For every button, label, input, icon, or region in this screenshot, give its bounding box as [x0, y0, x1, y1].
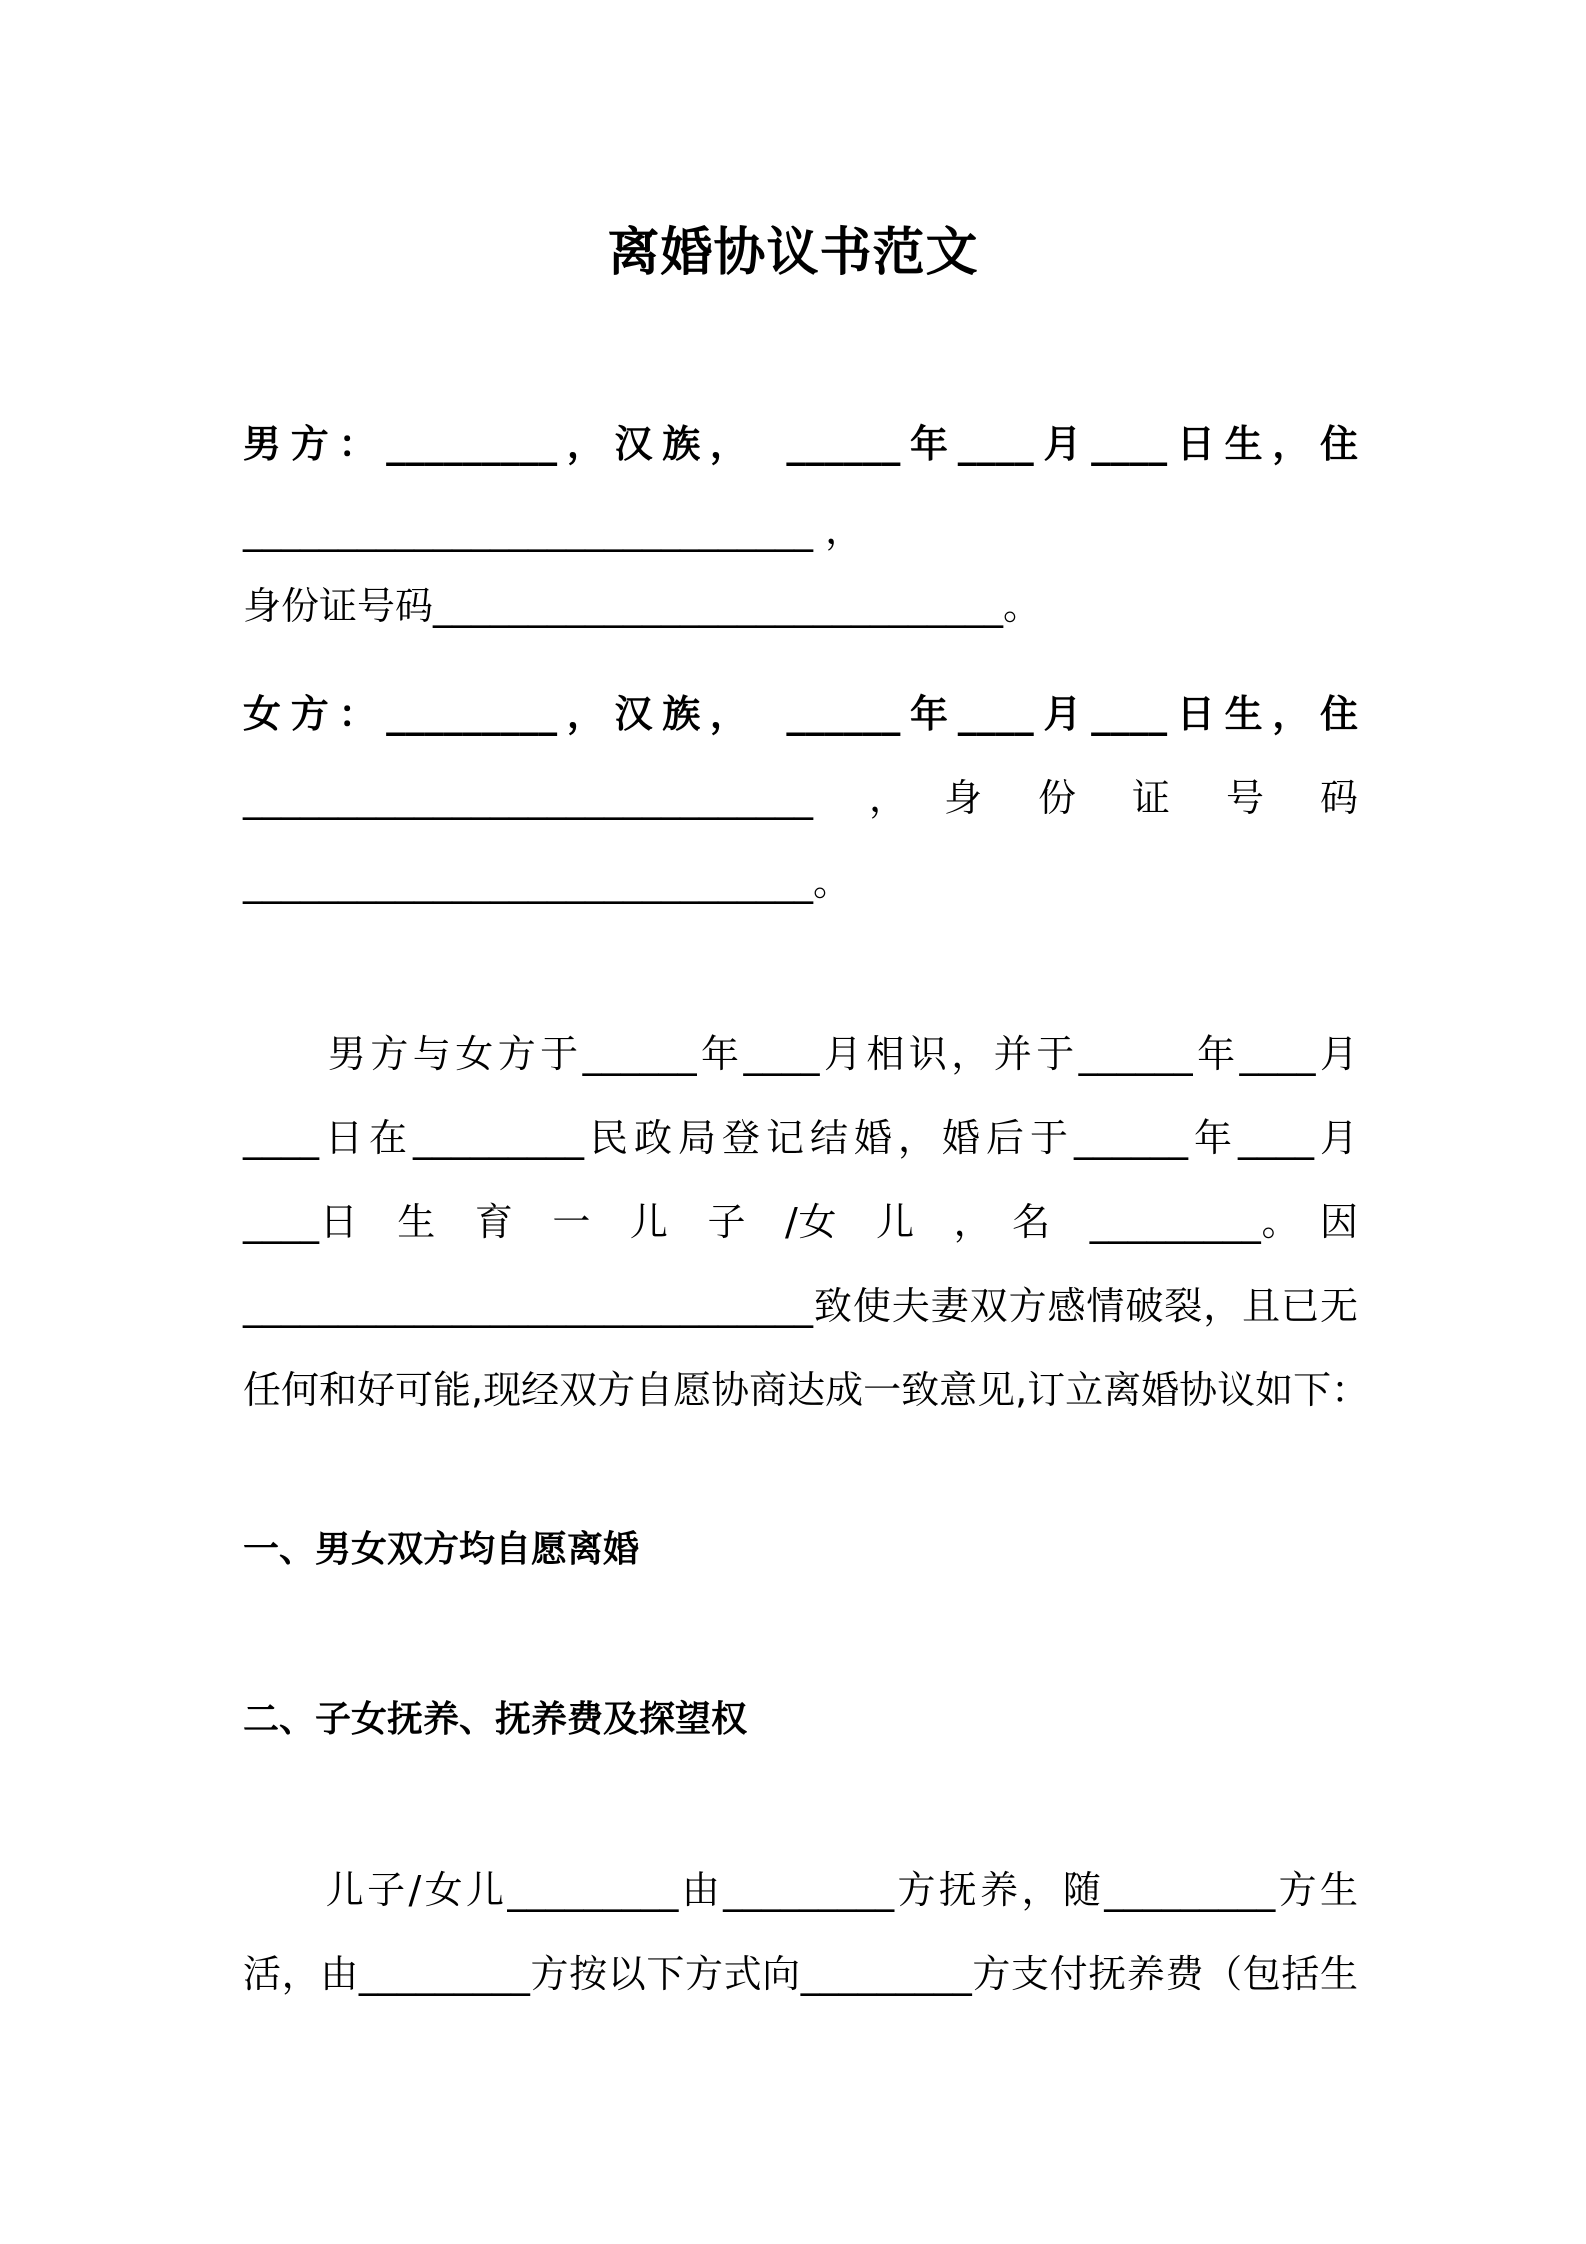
child-paragraph-line-1: 儿子/女儿_________由_________方抚养，随_________方生 — [243, 1868, 1358, 1912]
document-title: 离婚协议书范文 — [607, 223, 979, 283]
female-party-line-2: ______________________________ ， 身 份 证 号 码 — [243, 776, 1358, 820]
intro-paragraph-line-3: ____日 生 育 一 儿 子 /女 儿 ， 名 _________。 因 — [243, 1200, 1358, 1244]
female-party-line-3: ______________________________。 — [243, 860, 852, 904]
section-1-heading: 一、男女双方均自愿离婚 — [243, 1529, 640, 1570]
intro-paragraph-line-1: 男方与女方于______年____月相识，并于______年____月 — [243, 1032, 1358, 1076]
male-party-id-line: 身份证号码______________________________。 — [243, 584, 1042, 628]
child-paragraph-line-2: 活，由_________方按以下方式向_________方支付抚养费（包括生 — [243, 1952, 1358, 1996]
female-party-line-1: 女方：_________，汉族， ______年____月____日生，住 — [243, 692, 1358, 736]
section-2-heading: 二、子女抚养、抚养费及探望权 — [243, 1699, 748, 1740]
intro-paragraph-line-4: ______________________________致使夫妻双方感情破裂，且已无 — [243, 1284, 1358, 1328]
intro-paragraph-line-5: 任何和好可能,现经双方自愿协商达成一致意见,订立离婚协议如下： — [243, 1368, 1370, 1412]
male-party-line-1: 男方：_________，汉族， ______年____月____日生，住 — [243, 422, 1358, 466]
male-party-line-2: ______________________________ ， — [243, 508, 864, 552]
intro-paragraph-line-2: ____日在_________民政局登记结婚，婚后于______年____月 — [243, 1116, 1358, 1160]
